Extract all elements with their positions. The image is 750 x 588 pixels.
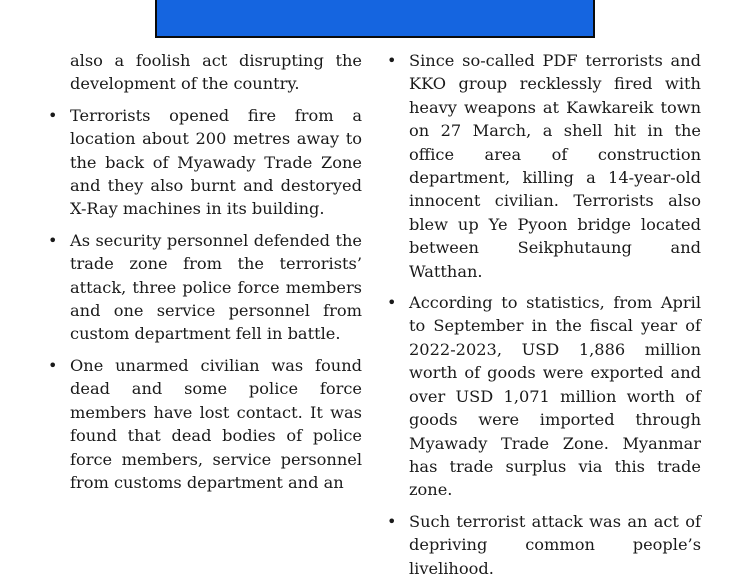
bullet-item — [48, 354, 362, 494]
bullet-text: Since so-called PDF terrorists and KKO group recklessly fired with heavy weapons at Kawkareik town on 27 March, a shell hit in the office area of construction department, killing a 14-year-old innocent civilian. Terrorists also blew up Ye Pyoon bridge located between Seikphutaung and Watthan. — [409, 51, 701, 281]
bullet-text: One unarmed civilian was found dead and some police force members have lost contact. It was found that dead bodies of police force members, service personnel from customs department and an — [70, 355, 362, 492]
bullet-text: Terrorists opened fire from a location about 200 metres away to the back of Myawady Trade Zone and they also burnt and destoryed X-Ray machines in its building. — [70, 105, 362, 219]
bullet-icon: • — [48, 355, 58, 375]
continued-paragraph: also a foolish act disrupting the development of the country. — [70, 51, 362, 94]
bullet-item — [48, 229, 362, 346]
bullet-icon: • — [387, 293, 397, 313]
right-column — [387, 49, 701, 588]
bullet-text: As security personnel defended the trade zone from the terrorists’ attack, three police force members and one service personnel from custom department fell in battle. — [70, 230, 362, 344]
bullet-icon: • — [48, 230, 58, 250]
bullet-item — [387, 510, 701, 580]
header-banner — [155, 0, 595, 38]
bullet-icon: • — [387, 511, 397, 531]
bullet-item — [387, 291, 701, 502]
bullet-item — [48, 104, 362, 221]
left-column — [48, 49, 362, 502]
bullet-icon: • — [48, 105, 58, 125]
bullet-item — [387, 49, 701, 283]
bullet-icon: • — [387, 51, 397, 70]
bullet-text: Such terrorist attack was an act of depriving common people’s livelihood. — [409, 511, 701, 578]
bullet-text: According to statistics, from April to September in the fiscal year of 2022-2023, USD 1,886 million worth of goods were exported and over USD 1,071 million worth of goods were imported through Myawady Trade Zone. Myanmar has trade surplus via this trade zone. — [409, 293, 701, 500]
